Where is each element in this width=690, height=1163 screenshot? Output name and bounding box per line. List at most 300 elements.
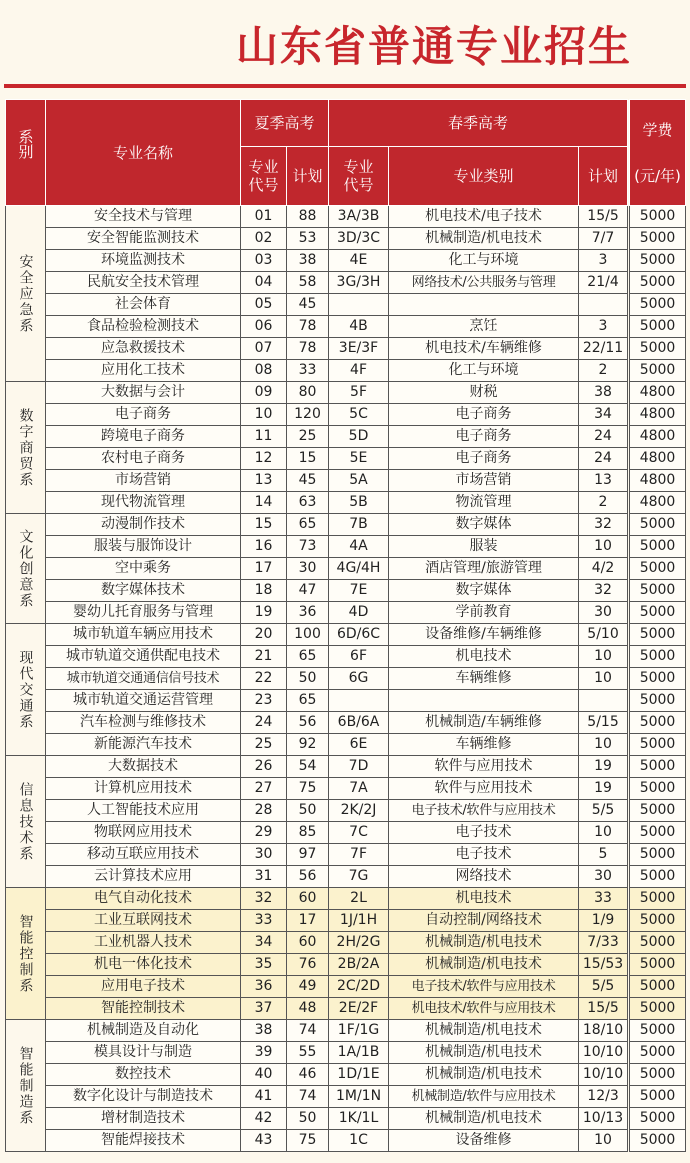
table-row <box>6 536 686 558</box>
tuition-cell: 5000 <box>629 602 686 624</box>
table-row <box>6 316 686 338</box>
spring-category-cell: 机械制造/机电技术 <box>389 954 579 976</box>
table-row <box>6 778 686 800</box>
spring-category-cell: 机械制造/机电技术 <box>389 932 579 954</box>
spring-code-cell: 6D/6C <box>329 624 389 646</box>
spring-category-cell <box>389 294 579 316</box>
spring-code-cell: 5B <box>329 492 389 514</box>
spring-code-cell: 3A/3B <box>329 206 389 228</box>
summer-plan-cell: 55 <box>287 1042 329 1064</box>
tuition-cell: 5000 <box>629 800 686 822</box>
major-name-cell: 市场营销 <box>46 470 241 492</box>
spring-plan-cell: 24 <box>579 426 629 448</box>
tuition-cell: 4800 <box>629 448 686 470</box>
table-row <box>6 1042 686 1064</box>
table-row <box>6 228 686 250</box>
page-title: 山东省普通专业招生 <box>235 22 632 71</box>
spring-plan-cell <box>579 294 629 316</box>
summer-plan-cell: 15 <box>287 448 329 470</box>
summer-plan-cell: 75 <box>287 778 329 800</box>
major-name-cell: 婴幼儿托育服务与管理 <box>46 602 241 624</box>
spring-code-cell: 7D <box>329 756 389 778</box>
summer-code-cell: 17 <box>241 558 287 580</box>
table-row <box>6 844 686 866</box>
spring-category-cell: 电子技术/软件与应用技术 <box>389 976 579 998</box>
summer-plan-cell: 60 <box>287 932 329 954</box>
spring-category-cell: 市场营销 <box>389 470 579 492</box>
summer-plan-cell: 65 <box>287 646 329 668</box>
header-summer-exam: 夏季高考 <box>241 100 329 147</box>
major-name-cell: 动漫制作技术 <box>46 514 241 536</box>
summer-plan-cell: 45 <box>287 294 329 316</box>
summer-plan-cell: 38 <box>287 250 329 272</box>
table-row <box>6 998 686 1020</box>
spring-category-cell: 数字媒体 <box>389 580 579 602</box>
spring-category-cell: 化工与环境 <box>389 360 579 382</box>
summer-plan-cell: 76 <box>287 954 329 976</box>
department-cell: 智能控制系 <box>6 888 46 1020</box>
tuition-cell: 5000 <box>629 976 686 998</box>
spring-category-cell: 财税 <box>389 382 579 404</box>
spring-code-cell: 1F/1G <box>329 1020 389 1042</box>
summer-code-cell: 41 <box>241 1086 287 1108</box>
spring-plan-cell: 33 <box>579 888 629 910</box>
spring-category-cell: 电子商务 <box>389 448 579 470</box>
tuition-cell: 5000 <box>629 360 686 382</box>
spring-code-cell: 2E/2F <box>329 998 389 1020</box>
spring-category-cell: 烹饪 <box>389 316 579 338</box>
tuition-cell: 5000 <box>629 778 686 800</box>
spring-category-cell: 软件与应用技术 <box>389 778 579 800</box>
summer-plan-cell: 74 <box>287 1086 329 1108</box>
table-row <box>6 1064 686 1086</box>
summer-code-cell: 34 <box>241 932 287 954</box>
summer-code-cell: 25 <box>241 734 287 756</box>
header-spring-plan: 计划 <box>579 147 629 206</box>
major-name-cell: 增材制造技术 <box>46 1108 241 1130</box>
spring-code-cell: 6E <box>329 734 389 756</box>
summer-plan-cell: 92 <box>287 734 329 756</box>
tuition-cell: 5000 <box>629 734 686 756</box>
summer-code-cell: 19 <box>241 602 287 624</box>
summer-code-cell: 08 <box>241 360 287 382</box>
spring-code-cell: 2H/2G <box>329 932 389 954</box>
table-row <box>6 734 686 756</box>
summer-code-cell: 07 <box>241 338 287 360</box>
header-spring-code: 专业代号 <box>329 147 389 206</box>
spring-code-cell: 6F <box>329 646 389 668</box>
spring-category-cell: 机械制造/机电技术 <box>389 1108 579 1130</box>
summer-plan-cell: 65 <box>287 690 329 712</box>
department-cell: 现代交通系 <box>6 624 46 756</box>
major-name-cell: 城市轨道交通运营管理 <box>46 690 241 712</box>
summer-code-cell: 12 <box>241 448 287 470</box>
spring-code-cell: 1A/1B <box>329 1042 389 1064</box>
spring-category-cell: 电子商务 <box>389 426 579 448</box>
spring-category-cell: 网络技术/公共服务与管理 <box>389 272 579 294</box>
table-row <box>6 580 686 602</box>
spring-category-cell: 机械制造/机电技术 <box>389 1064 579 1086</box>
table-row <box>6 360 686 382</box>
major-name-cell: 云计算技术应用 <box>46 866 241 888</box>
summer-plan-cell: 85 <box>287 822 329 844</box>
major-name-cell: 工业互联网技术 <box>46 910 241 932</box>
summer-plan-cell: 88 <box>287 206 329 228</box>
tuition-cell: 5000 <box>629 844 686 866</box>
spring-plan-cell: 10 <box>579 668 629 690</box>
table-row <box>6 888 686 910</box>
summer-plan-cell: 17 <box>287 910 329 932</box>
summer-code-cell: 22 <box>241 668 287 690</box>
summer-plan-cell: 48 <box>287 998 329 1020</box>
summer-plan-cell: 36 <box>287 602 329 624</box>
table-row <box>6 206 686 228</box>
table-row <box>6 910 686 932</box>
spring-plan-cell: 3 <box>579 316 629 338</box>
major-name-cell: 民航安全技术管理 <box>46 272 241 294</box>
spring-code-cell: 3D/3C <box>329 228 389 250</box>
spring-code-cell: 4B <box>329 316 389 338</box>
spring-category-cell: 机械制造/机电技术 <box>389 1020 579 1042</box>
summer-plan-cell: 49 <box>287 976 329 998</box>
spring-plan-cell: 15/53 <box>579 954 629 976</box>
major-name-cell: 空中乘务 <box>46 558 241 580</box>
summer-plan-cell: 50 <box>287 1108 329 1130</box>
spring-code-cell: 5D <box>329 426 389 448</box>
summer-plan-cell: 75 <box>287 1130 329 1152</box>
table-row <box>6 624 686 646</box>
summer-code-cell: 10 <box>241 404 287 426</box>
header-spring-exam: 春季高考 <box>329 100 629 147</box>
spring-plan-cell: 19 <box>579 756 629 778</box>
spring-plan-cell: 24 <box>579 448 629 470</box>
spring-code-cell: 2C/2D <box>329 976 389 998</box>
spring-code-cell: 1C <box>329 1130 389 1152</box>
tuition-cell: 5000 <box>629 558 686 580</box>
spring-plan-cell: 30 <box>579 866 629 888</box>
summer-plan-cell: 54 <box>287 756 329 778</box>
tuition-cell: 5000 <box>629 294 686 316</box>
spring-code-cell: 7F <box>329 844 389 866</box>
summer-code-cell: 18 <box>241 580 287 602</box>
spring-category-cell: 数字媒体 <box>389 514 579 536</box>
table-row <box>6 558 686 580</box>
summer-code-cell: 33 <box>241 910 287 932</box>
major-name-cell: 社会体育 <box>46 294 241 316</box>
department-cell: 安全应急系 <box>6 206 46 382</box>
major-name-cell: 机械制造及自动化 <box>46 1020 241 1042</box>
summer-plan-cell: 53 <box>287 228 329 250</box>
summer-plan-cell: 120 <box>287 404 329 426</box>
spring-code-cell <box>329 294 389 316</box>
major-name-cell: 人工智能技术应用 <box>46 800 241 822</box>
tuition-cell: 5000 <box>629 272 686 294</box>
major-name-cell: 数字媒体技术 <box>46 580 241 602</box>
summer-plan-cell: 60 <box>287 888 329 910</box>
spring-code-cell: 1D/1E <box>329 1064 389 1086</box>
department-cell: 数字商贸系 <box>6 382 46 514</box>
spring-code-cell: 1M/1N <box>329 1086 389 1108</box>
spring-plan-cell: 10 <box>579 646 629 668</box>
summer-plan-cell: 46 <box>287 1064 329 1086</box>
spring-plan-cell <box>579 690 629 712</box>
major-name-cell: 大数据与会计 <box>46 382 241 404</box>
table-row <box>6 646 686 668</box>
spring-category-cell: 机电技术 <box>389 888 579 910</box>
tuition-cell: 5000 <box>629 822 686 844</box>
summer-code-cell: 28 <box>241 800 287 822</box>
spring-plan-cell: 38 <box>579 382 629 404</box>
table-row <box>6 976 686 998</box>
spring-category-cell: 电子技术 <box>389 822 579 844</box>
summer-code-cell: 16 <box>241 536 287 558</box>
spring-plan-cell: 10/10 <box>579 1042 629 1064</box>
spring-code-cell: 1K/1L <box>329 1108 389 1130</box>
summer-code-cell: 38 <box>241 1020 287 1042</box>
tuition-cell: 5000 <box>629 514 686 536</box>
spring-code-cell: 7C <box>329 822 389 844</box>
summer-code-cell: 20 <box>241 624 287 646</box>
spring-category-cell: 机电技术/车辆维修 <box>389 338 579 360</box>
summer-plan-cell: 25 <box>287 426 329 448</box>
table-row <box>6 470 686 492</box>
spring-plan-cell: 15/5 <box>579 998 629 1020</box>
spring-plan-cell: 10 <box>579 822 629 844</box>
spring-code-cell <box>329 690 389 712</box>
table-row <box>6 690 686 712</box>
summer-code-cell: 40 <box>241 1064 287 1086</box>
major-name-cell: 应用化工技术 <box>46 360 241 382</box>
summer-code-cell: 01 <box>241 206 287 228</box>
major-name-cell: 电子商务 <box>46 404 241 426</box>
major-name-cell: 新能源汽车技术 <box>46 734 241 756</box>
tuition-cell: 5000 <box>629 624 686 646</box>
department-cell: 智能制造系 <box>6 1020 46 1152</box>
spring-plan-cell: 13 <box>579 470 629 492</box>
tuition-cell: 5000 <box>629 756 686 778</box>
spring-category-cell: 电子技术 <box>389 844 579 866</box>
tuition-cell: 5000 <box>629 910 686 932</box>
spring-category-cell: 网络技术 <box>389 866 579 888</box>
department-cell: 文化创意系 <box>6 514 46 624</box>
tuition-cell: 5000 <box>629 250 686 272</box>
major-name-cell: 农村电子商务 <box>46 448 241 470</box>
summer-plan-cell: 73 <box>287 536 329 558</box>
summer-plan-cell: 100 <box>287 624 329 646</box>
table-row <box>6 426 686 448</box>
title-divider <box>4 84 686 88</box>
table-row <box>6 1130 686 1152</box>
summer-code-cell: 13 <box>241 470 287 492</box>
tuition-cell: 5000 <box>629 932 686 954</box>
spring-plan-cell: 30 <box>579 602 629 624</box>
spring-code-cell: 2L <box>329 888 389 910</box>
spring-category-cell: 机电技术 <box>389 646 579 668</box>
tuition-cell: 5000 <box>629 888 686 910</box>
table-row <box>6 800 686 822</box>
spring-plan-cell: 7/33 <box>579 932 629 954</box>
tuition-cell: 5000 <box>629 646 686 668</box>
tuition-cell: 5000 <box>629 954 686 976</box>
summer-code-cell: 31 <box>241 866 287 888</box>
major-name-cell: 电气自动化技术 <box>46 888 241 910</box>
table-row <box>6 602 686 624</box>
spring-category-cell: 机械制造/机电技术 <box>389 228 579 250</box>
spring-code-cell: 6G <box>329 668 389 690</box>
table-row <box>6 712 686 734</box>
major-name-cell: 模具设计与制造 <box>46 1042 241 1064</box>
major-name-cell: 汽车检测与维修技术 <box>46 712 241 734</box>
summer-code-cell: 02 <box>241 228 287 250</box>
major-name-cell: 物联网应用技术 <box>46 822 241 844</box>
tuition-cell: 5000 <box>629 1064 686 1086</box>
spring-category-cell: 电子技术/软件与应用技术 <box>389 800 579 822</box>
spring-plan-cell: 5/5 <box>579 800 629 822</box>
tuition-cell: 4800 <box>629 404 686 426</box>
summer-plan-cell: 80 <box>287 382 329 404</box>
table-row <box>6 338 686 360</box>
table-row <box>6 1086 686 1108</box>
summer-plan-cell: 56 <box>287 712 329 734</box>
summer-code-cell: 23 <box>241 690 287 712</box>
summer-plan-cell: 30 <box>287 558 329 580</box>
summer-code-cell: 35 <box>241 954 287 976</box>
tuition-cell: 4800 <box>629 382 686 404</box>
header-spring-category: 专业类别 <box>389 147 579 206</box>
spring-plan-cell: 5/5 <box>579 976 629 998</box>
spring-code-cell: 4D <box>329 602 389 624</box>
summer-plan-cell: 97 <box>287 844 329 866</box>
major-name-cell: 智能控制技术 <box>46 998 241 1020</box>
spring-code-cell: 5E <box>329 448 389 470</box>
spring-code-cell: 6B/6A <box>329 712 389 734</box>
summer-code-cell: 06 <box>241 316 287 338</box>
summer-plan-cell: 78 <box>287 338 329 360</box>
spring-category-cell: 机械制造/机电技术 <box>389 1042 579 1064</box>
spring-plan-cell: 5/10 <box>579 624 629 646</box>
tuition-cell: 5000 <box>629 1042 686 1064</box>
tuition-cell: 5000 <box>629 580 686 602</box>
summer-code-cell: 29 <box>241 822 287 844</box>
tuition-cell: 5000 <box>629 1086 686 1108</box>
spring-plan-cell: 10 <box>579 734 629 756</box>
spring-category-cell: 服装 <box>389 536 579 558</box>
spring-category-cell: 设备维修/车辆维修 <box>389 624 579 646</box>
tuition-cell: 5000 <box>629 690 686 712</box>
header-tuition: 学费 (元/年) <box>629 100 686 206</box>
table-row <box>6 382 686 404</box>
summer-plan-cell: 78 <box>287 316 329 338</box>
spring-plan-cell: 15/5 <box>579 206 629 228</box>
summer-plan-cell: 45 <box>287 470 329 492</box>
table-row <box>6 404 686 426</box>
spring-plan-cell: 10 <box>579 536 629 558</box>
spring-category-cell: 化工与环境 <box>389 250 579 272</box>
spring-code-cell: 7E <box>329 580 389 602</box>
spring-plan-cell: 10 <box>579 1130 629 1152</box>
summer-code-cell: 04 <box>241 272 287 294</box>
major-name-cell: 计算机应用技术 <box>46 778 241 800</box>
summer-code-cell: 37 <box>241 998 287 1020</box>
spring-category-cell: 自动控制/网络技术 <box>389 910 579 932</box>
spring-plan-cell: 34 <box>579 404 629 426</box>
major-name-cell: 城市轨道交通通信信号技术 <box>46 668 241 690</box>
spring-plan-cell: 3 <box>579 250 629 272</box>
spring-code-cell: 7G <box>329 866 389 888</box>
major-name-cell: 服装与服饰设计 <box>46 536 241 558</box>
tuition-cell: 4800 <box>629 470 686 492</box>
summer-plan-cell: 58 <box>287 272 329 294</box>
summer-code-cell: 27 <box>241 778 287 800</box>
table-row <box>6 954 686 976</box>
major-name-cell: 食品检验检测技术 <box>46 316 241 338</box>
summer-plan-cell: 50 <box>287 800 329 822</box>
spring-code-cell: 5A <box>329 470 389 492</box>
spring-code-cell: 4G/4H <box>329 558 389 580</box>
spring-category-cell: 酒店管理/旅游管理 <box>389 558 579 580</box>
tuition-cell: 5000 <box>629 668 686 690</box>
major-name-cell: 环境监测技术 <box>46 250 241 272</box>
summer-code-cell: 15 <box>241 514 287 536</box>
spring-code-cell: 4E <box>329 250 389 272</box>
summer-code-cell: 36 <box>241 976 287 998</box>
spring-code-cell: 5C <box>329 404 389 426</box>
major-name-cell: 智能焊接技术 <box>46 1130 241 1152</box>
spring-plan-cell: 32 <box>579 580 629 602</box>
spring-plan-cell: 7/7 <box>579 228 629 250</box>
spring-category-cell: 软件与应用技术 <box>389 756 579 778</box>
summer-plan-cell: 74 <box>287 1020 329 1042</box>
tuition-cell: 5000 <box>629 206 686 228</box>
tuition-cell: 4800 <box>629 492 686 514</box>
table-row <box>6 668 686 690</box>
table-row <box>6 514 686 536</box>
summer-code-cell: 03 <box>241 250 287 272</box>
spring-category-cell: 机电技术/软件与应用技术 <box>389 998 579 1020</box>
spring-plan-cell: 32 <box>579 514 629 536</box>
spring-category-cell <box>389 690 579 712</box>
major-name-cell: 移动互联应用技术 <box>46 844 241 866</box>
spring-category-cell: 车辆维修 <box>389 734 579 756</box>
summer-code-cell: 21 <box>241 646 287 668</box>
header-major-name: 专业名称 <box>46 100 241 206</box>
tuition-cell: 5000 <box>629 228 686 250</box>
tuition-cell: 5000 <box>629 316 686 338</box>
spring-code-cell: 5F <box>329 382 389 404</box>
table-row <box>6 932 686 954</box>
tuition-cell: 5000 <box>629 1108 686 1130</box>
spring-code-cell: 1J/1H <box>329 910 389 932</box>
summer-code-cell: 14 <box>241 492 287 514</box>
major-name-cell: 城市轨道车辆应用技术 <box>46 624 241 646</box>
summer-plan-cell: 50 <box>287 668 329 690</box>
tuition-cell: 5000 <box>629 536 686 558</box>
summer-code-cell: 30 <box>241 844 287 866</box>
summer-code-cell: 05 <box>241 294 287 316</box>
spring-code-cell: 3G/3H <box>329 272 389 294</box>
major-name-cell: 工业机器人技术 <box>46 932 241 954</box>
major-name-cell: 机电一体化技术 <box>46 954 241 976</box>
spring-code-cell: 4F <box>329 360 389 382</box>
spring-code-cell: 4A <box>329 536 389 558</box>
summer-plan-cell: 56 <box>287 866 329 888</box>
spring-category-cell: 机电技术/电子技术 <box>389 206 579 228</box>
table-row <box>6 822 686 844</box>
spring-code-cell: 2K/2J <box>329 800 389 822</box>
table-row <box>6 294 686 316</box>
spring-code-cell: 7B <box>329 514 389 536</box>
major-name-cell: 安全技术与管理 <box>46 206 241 228</box>
